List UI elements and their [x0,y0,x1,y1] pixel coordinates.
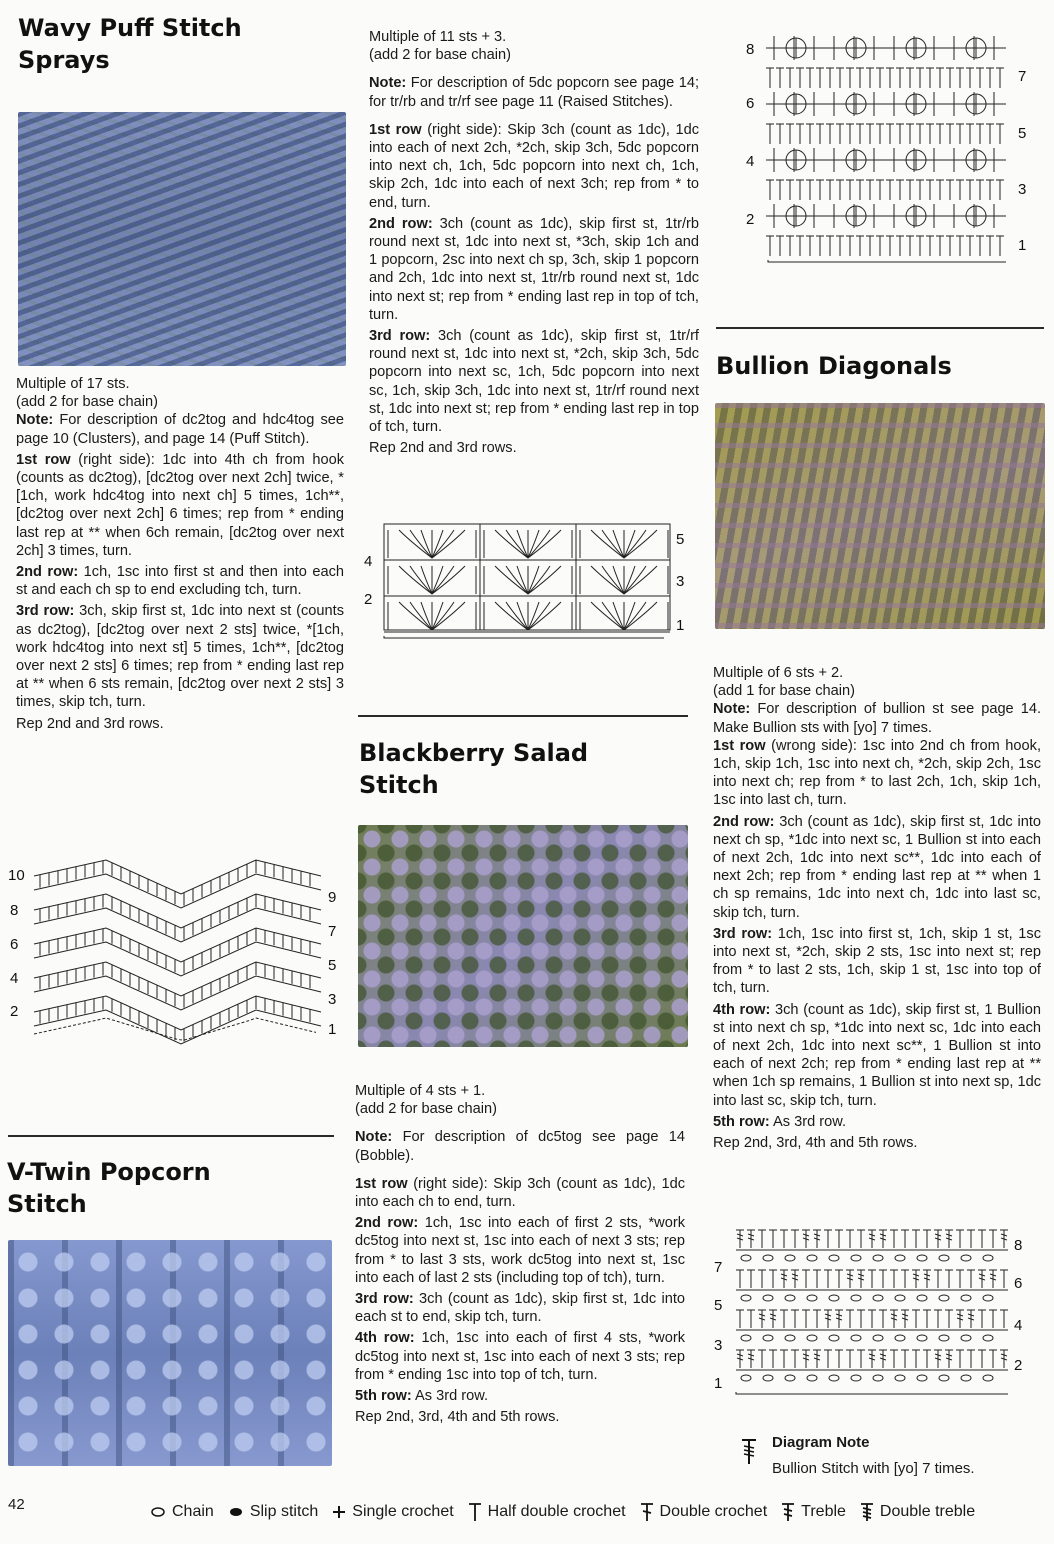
chart-stroke [528,530,550,558]
stitch-legend [150,1498,1050,1526]
filled-oval-icon [228,1506,244,1518]
chart-stroke [432,602,454,630]
vtwin-row2-label: 2nd row: [369,215,433,232]
blackberry-multiple: Multiple of 4 sts + 1. [355,1083,486,1099]
wavy-row2-text: 1ch, 1sc into first st and then into each st and each ch sp to end excluding tch, turn. [16,564,344,599]
legend-double-treble [860,1502,975,1522]
blackberry-title [359,737,689,801]
chart-stroke [895,1295,905,1301]
chart-stroke [624,566,646,594]
blackberry-row4 [355,1329,685,1384]
chart-stroke [602,566,624,594]
bullion-row3-text: 1ch, 1sc into first st, 1ch, skip 1 st, 1sc into next st, *2ch, skip 2 sts, 1sc into next st; rep from * to last 2 sts, 1ch, skip 1 st, 1sc into top of tch, turn. [713,925,1041,997]
wavy-title [18,12,348,76]
bullion-row5 [713,1113,1041,1131]
chart-stroke [591,530,624,558]
chart-stroke [399,602,432,630]
chart-stroke [895,1375,905,1381]
bullion-chart-lines [736,1230,1008,1394]
right-divider [716,327,1044,329]
chart-stroke [807,1255,817,1261]
chart-stroke [506,602,528,630]
chart-stroke [829,1375,839,1381]
chart-stroke [410,602,432,630]
bullion-row-label: 7 [714,1259,723,1276]
diagram-note-title: Diagram Note [772,1434,870,1451]
wavy-swatch-photo [18,112,346,366]
wavy-multiple: Multiple of 17 sts. [16,376,130,392]
wavy-repeat: Rep 2nd and 3rd rows. [16,715,164,732]
chart-stroke [528,602,561,630]
vtwin-chart-lines [766,36,1006,262]
vtwin-title-block [7,1156,337,1220]
legend-slip-label: Slip stitch [249,1503,319,1520]
chart-stroke [763,1335,773,1341]
bullion-row1-label: 1st row [713,737,766,754]
wavy-stitch-chart [6,838,344,1048]
bullion-row-label: 8 [1014,1237,1023,1254]
bullion-row-label: 6 [1014,1275,1023,1292]
vtwin-stitch-chart [744,34,1044,270]
bullion-swatch-photo [715,403,1045,629]
blackberry-title-line1: Blackberry Salad [359,739,589,767]
chart-stroke [410,530,432,558]
vtwin-row-label: 4 [746,153,755,170]
bullion-stitch-chart [710,1222,1044,1402]
chart-stroke [624,566,657,594]
oval-outline-icon [150,1506,166,1518]
vtwin-note-label: Note: [369,75,407,92]
vtwin-repeat: Rep 2nd and 3rd rows. [369,440,517,457]
bullion-row5-label: 5th row: [713,1113,770,1130]
legend-half-label: Half double crochet [487,1503,626,1520]
chart-stroke [939,1255,949,1261]
blackberry-row-label: 1 [676,617,685,634]
chart-stroke [983,1335,993,1341]
blackberry-row3-label: 3rd row: [355,1291,414,1308]
blackberry-instructions [355,1082,685,1426]
bullion-row5-text: As 3rd row. [769,1113,847,1130]
blackberry-row1-label: 1st row [355,1175,408,1192]
bullion-row4-text: 3ch (count as 1dc), skip first st, 1 Bullion st into next ch sp, *1dc into next sc, 1dc into each of next 2ch, 1dc into next sc**, 1 Bullion st into each of next 2ch; rep from * ending last rep at ** when 1ch sp remains, 1 Bullion st into next sp, 1dc into last sc, skip tch, turn. [713,1001,1041,1109]
chart-stroke [785,1375,795,1381]
chart-stroke [983,1375,993,1381]
chart-stroke [851,1255,861,1261]
wavy-row2 [16,563,344,599]
blackberry-title-line2: Stitch [359,771,439,799]
chart-stroke [829,1255,839,1261]
chart-stroke [851,1335,861,1341]
vtwin-row1-label: 1st row [369,121,422,138]
blackberry-base: (add 2 for base chain) [355,1101,497,1118]
legend-double [640,1502,768,1522]
chart-stroke [624,530,646,558]
chart-stroke [602,530,624,558]
chart-stroke [624,602,657,630]
chart-stroke [763,1255,773,1261]
blackberry-row3-text: 3ch (count as 1dc), skip first st, 1dc into each st to end, skip tch, turn. [355,1291,685,1326]
bullion-row-label: 1 [714,1375,723,1392]
wavy-row-label: 1 [328,1021,337,1038]
bullion-instructions [713,664,1041,1152]
chart-stroke [506,566,528,594]
wavy-row-label: 3 [328,991,337,1008]
chart-stroke [384,524,670,630]
blackberry-note [355,1128,685,1164]
chart-stroke [384,636,664,638]
chart-stroke [34,874,321,908]
chart-stroke [961,1295,971,1301]
vtwin-row-label: 5 [1018,125,1027,142]
blackberry-row-label: 5 [676,531,685,548]
wavy-chart-rows-right [328,889,336,1038]
blackberry-row2-label: 2nd row: [355,1215,419,1232]
bullion-repeat: Rep 2nd, 3rd, 4th and 5th rows. [713,1135,918,1152]
chart-stroke [851,1295,861,1301]
blackberry-row5-text: As 3rd row. [411,1388,489,1405]
vtwin-note-text: For description of 5dc popcorn see page 14; for tr/rb and tr/rf see page 11 (Raised Stitches). [369,75,699,110]
chart-stroke [34,976,321,1010]
chart-stroke [829,1295,839,1301]
chart-stroke [34,928,321,962]
chart-stroke [917,1255,927,1261]
diagram-note-text: Bullion Stitch with [yo] 7 times. [772,1460,975,1477]
chart-stroke [917,1295,927,1301]
blackberry-row-label: 4 [364,553,373,570]
blackberry-stitch-chart [362,518,696,640]
bullion-row-label: 2 [1014,1357,1023,1374]
chart-stroke [939,1375,949,1381]
chart-stroke [741,1375,751,1381]
wavy-section [18,12,348,76]
chart-stroke [624,530,657,558]
vtwin-title [7,1156,337,1220]
bullion-base: (add 1 for base chain) [713,683,855,700]
chart-stroke [410,566,432,594]
vtwin-row-label: 3 [1018,181,1027,198]
vtwin-swatch-photo [8,1240,332,1466]
bullion-row-label: 3 [714,1337,723,1354]
chart-stroke [432,566,454,594]
bullion-note-label: Note: [713,701,751,718]
vtwin-multiple: Multiple of 11 sts + 3. [369,29,507,45]
chart-stroke [432,530,465,558]
vtwin-row-label: 1 [1018,237,1027,254]
chart-stroke [624,602,646,630]
wavy-row3-text: 3ch, skip first st, 1dc into next st (counts as dc2tog), [dc2tog over next 2 sts] twice, *[1ch, work hdc4tog into next st] 5 times, 1ch**, [dc2tog over next 2 sts] 6 times; rep from * ending last rep at ** when 6 sts remain, [dc2tog over next 2 sts] 3 times, skip tch, turn. [16,603,345,711]
chart-stroke [763,1295,773,1301]
chart-stroke [873,1255,883,1261]
legend-slip [228,1503,318,1521]
legend-double-treble-label: Double treble [879,1503,976,1520]
legend-chain-label: Chain [172,1503,214,1520]
chart-stroke [34,996,321,1030]
bullion-row2-text: 3ch (count as 1dc), skip first st, 1dc into next ch sp, *1dc into next sc, 1 Bullion st into each of next 2ch, 1dc into next sc**, 1dc into each of next 2ch; rep from * ending last rep at ** when 1 ch sp remains, 1dc into next ch, 1dc into last sc, skip tch, turn. [713,813,1041,921]
vtwin-row2 [369,215,699,324]
wavy-row2-label: 2nd row: [16,564,79,581]
blackberry-chart-lines [384,524,670,638]
chart-stroke [506,530,528,558]
chart-stroke [895,1335,905,1341]
bullion-row3-label: 3rd row: [713,925,773,942]
chart-stroke [495,530,528,558]
blackberry-row2 [355,1214,685,1287]
blackberry-row-label: 2 [364,591,373,608]
bullion-row-label: 5 [714,1297,723,1314]
wavy-base: (add 2 for base chain) [16,394,158,411]
wavy-row-label: 4 [10,970,19,987]
chart-stroke [763,1375,773,1381]
blackberry-row-label: 3 [676,573,685,590]
wavy-row-label: 5 [328,957,337,974]
plus-icon [332,1505,346,1519]
t-two-bar-icon [781,1502,795,1522]
chart-stroke [895,1255,905,1261]
wavy-row-label: 10 [8,867,25,884]
bullion-multiple: Multiple of 6 sts + 2. [713,665,844,681]
wavy-row-label: 7 [328,923,337,940]
vtwin-title-line2: Stitch [7,1190,87,1218]
chart-stroke [591,602,624,630]
wavy-title-line1: Wavy Puff Stitch [18,14,242,42]
bullion-row1-text: (wrong side): 1sc into 2nd ch from hook, 1ch, skip 1ch, 1sc into next ch, *2ch, skip 2ch, 1sc into next ch; rep from * to last 2ch, 1ch, skip 1ch, 1sc into last ch, turn. [713,737,1042,809]
vtwin-row1-text: (right side): Skip 3ch (count as 1dc), 1dc into each of next 2ch, *2ch, skip 3ch, 5dc popcorn into next ch, 1ch, 5dc popcorn into next ch, 1ch, skip 2ch, 1dc into each of next 3ch; rep from * to end, turn. [369,121,700,211]
bullion-row4 [713,1001,1041,1110]
chart-stroke [741,1295,751,1301]
bullion-title: Bullion Diagonals [716,352,952,380]
chart-stroke [961,1335,971,1341]
chart-stroke [591,566,624,594]
blackberry-note-text: For description of dc5tog see page 14 (Bobble). [355,1129,685,1164]
chart-stroke [939,1335,949,1341]
chart-stroke [528,530,561,558]
bullion-row-label: 4 [1014,1317,1023,1334]
chart-stroke [34,962,321,996]
chart-stroke [807,1335,817,1341]
chart-stroke [432,530,454,558]
chart-stroke [961,1255,971,1261]
chart-stroke [917,1335,927,1341]
wavy-row1-text: (right side): 1dc into 4th ch from hook (counts as dc2tog), [dc2tog over next 2ch] twice, *[1ch, work hdc4tog into next ch] 5 times, 1ch**, [dc2tog over next 2ch] 6 times; rep from * ending last rep at ** when 6ch remain, [dc2tog over next 2ch] 3 times, turn. [16,451,345,559]
chart-stroke [34,860,321,894]
wavy-row3-label: 3rd row: [16,603,75,620]
chart-stroke [34,894,321,928]
chart-stroke [939,1295,949,1301]
chart-stroke [741,1335,751,1341]
chart-stroke [399,566,432,594]
wavy-row1 [16,451,344,560]
chart-stroke [983,1255,993,1261]
legend-treble-label: Treble [801,1503,846,1520]
blackberry-row4-text: 1ch, 1sc into each of first 4 sts, *work dc5tog into next st, 1sc into each of next 3 sts; rep from * ending 1sc into top of tch, turn. [355,1330,685,1383]
t-icon [468,1502,482,1522]
legend-single-label: Single crochet [352,1503,454,1520]
wavy-note-label: Note: [16,412,54,429]
vtwin-base: (add 2 for base chain) [369,47,511,64]
chart-stroke [432,566,465,594]
legend-single [332,1503,453,1521]
vtwin-note [369,74,699,110]
vtwin-instructions [369,28,699,457]
chart-stroke [528,566,561,594]
bullion-row2 [713,813,1041,922]
chart-stroke [34,942,321,976]
chart-stroke [741,1255,751,1261]
chart-stroke [34,1010,321,1044]
vtwin-row3-text: 3ch (count as 1dc), skip first st, 1tr/rf round next st, 1dc into next st, *2ch, skip 3ch, 5dc popcorn into next sc, 1ch, 5dc popcorn into next sc, 1ch, skip 3ch, 1dc into next st, 1tr/rf round next st, 1dc into next st; rep from * ending last rep in top of tch, turn. [369,328,699,436]
middle-divider [358,715,688,717]
blackberry-row4-label: 4th row: [355,1330,415,1347]
chart-stroke [873,1335,883,1341]
bullion-note [713,700,1041,736]
vtwin-title-line1: V-Twin Popcorn [7,1158,211,1186]
legend-double-label: Double crochet [659,1503,768,1520]
bullion-row4-label: 4th row: [713,1001,771,1018]
chart-stroke [873,1375,883,1381]
bullion-row3 [713,925,1041,998]
chart-stroke [807,1295,817,1301]
legend-chain [150,1503,214,1521]
chart-stroke [528,566,550,594]
chart-stroke [495,602,528,630]
vtwin-row-label: 8 [746,41,755,58]
t-three-bar-icon [860,1502,874,1522]
left-divider [8,1135,334,1137]
chart-stroke [851,1375,861,1381]
vtwin-row-label: 7 [1018,68,1027,85]
wavy-chart-lines [34,860,321,1044]
blackberry-note-label: Note: [355,1129,393,1146]
chart-stroke [768,260,1006,262]
chart-stroke [873,1295,883,1301]
chart-stroke [785,1295,795,1301]
bullion-row2-label: 2nd row: [713,813,775,830]
bullion-title-block [716,350,1046,382]
chart-stroke [983,1295,993,1301]
chart-stroke [495,566,528,594]
blackberry-row3 [355,1290,685,1326]
wavy-row-label: 2 [10,1003,19,1020]
chart-stroke [736,1392,1008,1394]
bullion-stitch-icon [740,1438,758,1466]
blackberry-swatch-photo [358,825,688,1047]
chart-stroke [528,602,550,630]
vtwin-row3 [369,327,699,436]
chart-stroke [602,602,624,630]
wavy-row-label: 8 [10,902,19,919]
blackberry-row5 [355,1387,685,1405]
blackberry-title-block [359,737,689,801]
wavy-note [16,411,344,447]
wavy-row3 [16,602,344,711]
wavy-note-text: For description of dc2tog and hdc4tog see page 10 (Clusters), and page 14 (Puff Stitch). [16,412,344,447]
page-number: 42 [8,1496,25,1513]
chart-stroke [807,1375,817,1381]
legend-half [468,1502,626,1522]
blackberry-repeat: Rep 2nd, 3rd, 4th and 5th rows. [355,1409,560,1426]
chart-stroke [785,1335,795,1341]
wavy-instructions [16,375,344,733]
t-one-bar-icon [640,1502,654,1522]
blackberry-row1-text: (right side): Skip 3ch (count as 1dc), 1dc into each ch to end, turn. [355,1175,686,1211]
bullion-note-text: For description of bullion st see page 14. Make Bullion sts with [yo] 7 times. [713,701,1041,736]
wavy-row1-label: 1st row [16,451,71,468]
chart-stroke [917,1375,927,1381]
blackberry-row2-text: 1ch, 1sc into each of first 2 sts, *work dc5tog into next st, 1sc into each of next 3 sts; rep from * to last 3 sts, work dc5tog into next st, 1sc into each of last 2 sts (including top of tch), turn. [355,1215,685,1286]
chart-stroke [432,602,465,630]
wavy-row-label: 9 [328,889,337,906]
vtwin-row3-label: 3rd row: [369,328,431,345]
chart-stroke [785,1255,795,1261]
diagram-note [740,1432,1040,1482]
legend-treble [781,1502,846,1522]
vtwin-row1 [369,121,699,212]
blackberry-row5-label: 5th row: [355,1388,412,1405]
vtwin-row-label: 6 [746,95,755,112]
chart-stroke [961,1375,971,1381]
bullion-row1 [713,737,1041,810]
chart-stroke [399,530,432,558]
chart-stroke [829,1335,839,1341]
vtwin-row-label: 2 [746,211,755,228]
blackberry-row1 [355,1175,685,1211]
vtwin-row2-text: 3ch (count as 1dc), skip first st, 1tr/rb round next st, 1dc into next st, *3ch, skip 1ch and 1 popcorn, 2sc into next ch sp, 3ch, skip 1 popcorn and 2ch, 1dc into next st, 1tr/rb round next st, 1dc into next st; rep from * ending last rep in top of tch, turn. [369,215,699,323]
chart-stroke [34,908,321,942]
wavy-title-line2: Sprays [18,46,110,74]
wavy-row-label: 6 [10,936,19,953]
wavy-chart-rows-left [8,867,25,1020]
